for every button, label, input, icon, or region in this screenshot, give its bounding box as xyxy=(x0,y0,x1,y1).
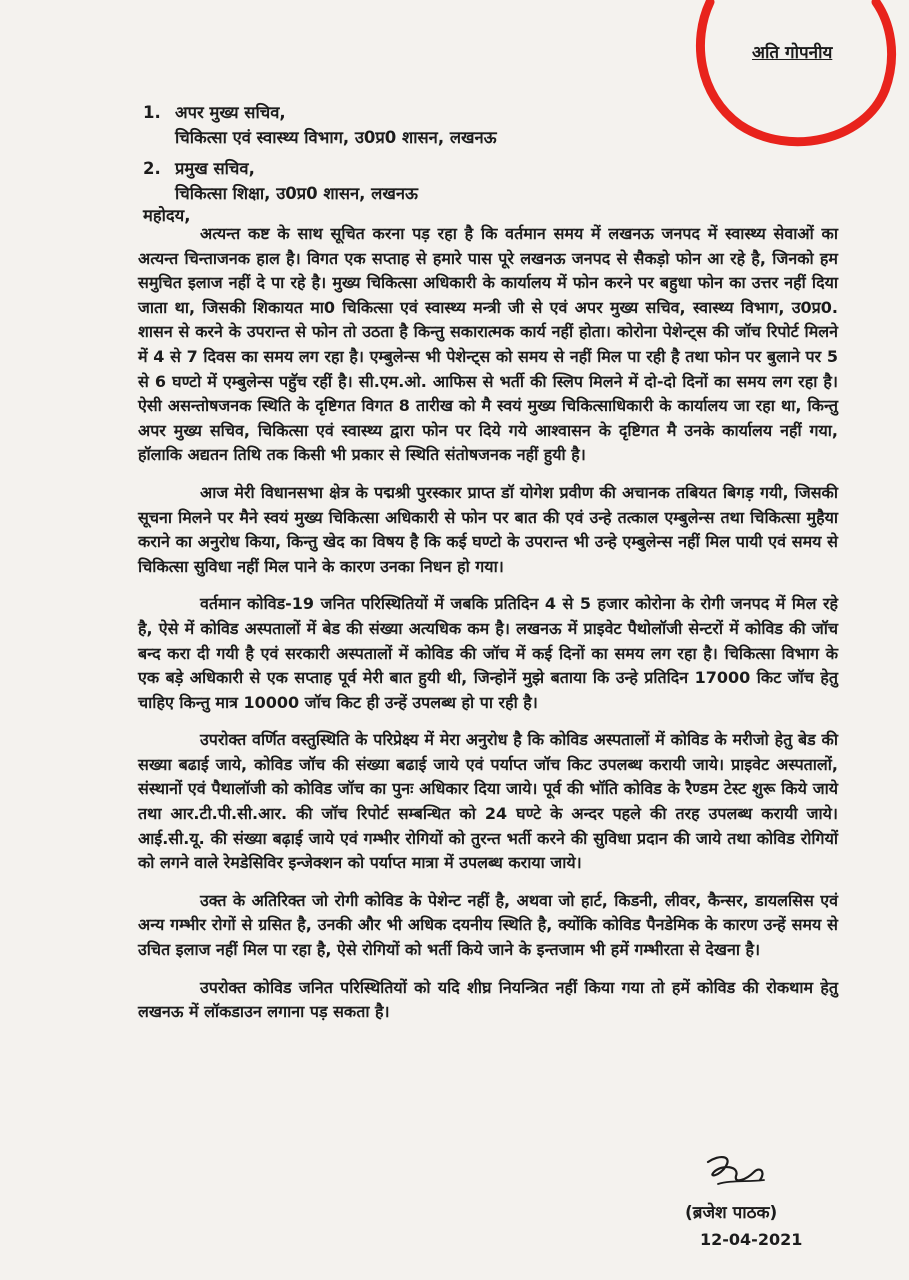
signer-name: (ब्रजेश पाठक) xyxy=(685,1203,778,1223)
paragraph-1: अत्यन्त कष्ट के साथ सूचित करना पड़ रहा है कि वर्तमान समय में लखनऊ जनपद में स्वास्थ्य सेवाओं का अत्यन्त चिन्ताजनक हाल है। विगत एक सप्ताह से हमारे पास पूरे लखनऊ जनपद से सैकड़ो फोन आ रहे है, जिनको हम समुचित इलाज नहीं दे पा रहे है। मुख्य चिकित्सा अधिकारी के कार्यालय में फोन करने पर बहुधा फोन का उत्तर नहीं दिया जाता था, जिसकी शिकायत मा0 चिकित्सा एवं स्वास्थ्य मन्त्री जी से एवं अपर मुख्य सचिव, स्वास्थ्य विभाग, उ0प्र0. शासन से करने के उपरान्त से फोन तो उठता है किन्तु सकारात्मक कार्य नहीं होता। कोरोना पेशेन्ट्स की जॉच रिपोर्ट मिलने में 4 से 7 दिवस का समय लग रहा है। एम्बुलेन्स भी पेशेन्ट्स को समय से नहीं मिल पा रही है तथा फोन पर बुलाने पर 5 से 6 घण्टो में एम्बुलेन्स पहुॅच रहीं है। सी.एम.ओ. आफिस से भर्ती की स्लिप मिलने में दो-दो दिनों का समय लग रहा है। ऐसी असन्तोषजनक स्थिति के दृष्टिगत विगत 8 तारीख को मै स्वयं मुख्य चिकित्साधिकारी के कार्यालय जा रहा था, किन्तु अपर मुख्य सचिव, चिकित्सा एवं स्वास्थ्य द्वारा फोन पर दिये गये आश्वासन के दृष्टिगत मै उनके कार्यालय नहीं गया, हॉलाकि अद्यतन तिथि तक किसी भी प्रकार से स्थिति संतोषजनक नहीं हुयी है। xyxy=(138,224,838,465)
letter-date: 12-04-2021 xyxy=(700,1230,803,1249)
paragraph-4: उपरोक्त वर्णित वस्तुस्थिति के परिप्रेक्ष्य में मेरा अनुरोध है कि कोविड अस्पतालों में कोविड के मरीजो हेतु बेड की सख्या बढाई जाये, कोविड जॉच की संख्या बढाई जाये एवं पर्याप्त जॉच किट उपलब्ध करायी जाये। प्राइवेट अस्पतालों, संस्थानों एवं पैथालॉजी को कोविड जॉच का पुनः अधिकार दिया जाये। पूर्व की भॉति कोविड के रैण्डम टेस्ट शुरू किये जाये तथा आर.टी.पी.सी.आर. की जॉच रिपोर्ट सम्बन्धित को 24 घण्टे के अन्दर पहले की तरह उपलब्ध करायी जाये। आई.सी.यू. की संख्या बढ़ाई जाये एवं गम्भीर रोगियों को तुरन्त भर्ती करने की सुविधा प्रदान की जाये तथा कोविड रोगियों को लगने वाले रेमडेसिविर इन्जेक्शन को पर्याप्त मात्रा में उपलब्ध कराया जाये। xyxy=(138,730,838,873)
classification-label: अति गोपनीय xyxy=(752,43,833,63)
addressee-department: चिकित्सा शिक्षा, उ0प्र0 शासन, लखनऊ xyxy=(175,184,418,203)
letter-body xyxy=(138,222,838,1038)
handwritten-signature xyxy=(700,1150,780,1196)
addressee-title: प्रमुख सचिव, xyxy=(175,159,255,178)
addressee-number: 2. xyxy=(143,159,161,178)
addressee-number: 1. xyxy=(143,103,161,122)
addressee-title: अपर मुख्य सचिव, xyxy=(175,103,286,122)
addressee-department: चिकित्सा एवं स्वास्थ्य विभाग, उ0प्र0 शासन, लखनऊ xyxy=(175,128,497,147)
paragraph-2: आज मेरी विधानसभा क्षेत्र के पद्मश्री पुरस्कार प्राप्त डॉ योगेश प्रवीण की अचानक तबियत बिगड़ गयी, जिसकी सूचना मिलने पर मैने स्वयं मुख्य चिकित्सा अधिकारी से फोन पर बात की एवं उन्हे तत्काल एम्बुलेन्स तथा चिकित्सा मुहैया कराने का अनुरोध किया, किन्तु खेद का विषय है कि कई घण्टो के उपरान्त भी उन्हे एम्बुलेन्स नहीं मिल पायी एवं समय से चिकित्सा सुविधा नहीं मिल पाने के कारण उनका निधन हो गया। xyxy=(138,482,838,576)
addressee-list xyxy=(143,100,793,212)
paragraph-6: उपरोक्त कोविड जनित परिस्थितियों को यदि शीघ्र नियन्त्रित नहीं किया गया तो हमें कोविड की रोकथाम हेतु लखनऊ में लॉकडाउन लगाना पड़ सकता है। xyxy=(138,977,838,1022)
paragraph-3: वर्तमान कोविड-19 जनित परिस्थितियों में जबकि प्रतिदिन 4 से 5 हजार कोरोना के रोगी जनपद में मिल रहे है, ऐसे में कोविड अस्पतालों में बेड की संख्या अत्यधिक कम है। लखनऊ में प्राइवेट पैथोलॉजी सेन्टरों में कोविड की जॉच बन्द करा दी गयी है एवं सरकारी अस्पतालों में कोविड की जॉच में कई दिनों का समय लग रहा है। चिकित्सा विभाग के एक बड़े अधिकारी से एक सप्ताह पूर्व मेरी बात हुयी थी, जिन्होनें मुझे बताया कि उन्हे प्रतिदिन 17000 किट जॉच हेतु चाहिए किन्तु मात्र 10000 जॉच किट ही उन्हें उपलब्ध हो पा रही है। xyxy=(138,594,839,712)
salutation: महोदय, xyxy=(143,206,191,225)
paragraph-5: उक्त के अतिरिक्त जो रोगी कोविड के पेशेन्ट नहीं है, अथवा जो हार्ट, किडनी, लीवर, कैन्सर, डायलसिस एवं अन्य गम्भीर रोगों से ग्रसित है, उनकी और भी अधिक दयनीय स्थिति है, क्योंकि कोविड पैनडेमिक के कारण उन्हें समय से उचित इलाज नहीं मिल पा रहा है, ऐसे रोगियों को भर्ती किये जाने के इन्तजाम भी हमें गम्भीरता से देखना है। xyxy=(138,890,838,960)
addressee-2 xyxy=(143,156,793,206)
addressee-1 xyxy=(143,100,793,150)
